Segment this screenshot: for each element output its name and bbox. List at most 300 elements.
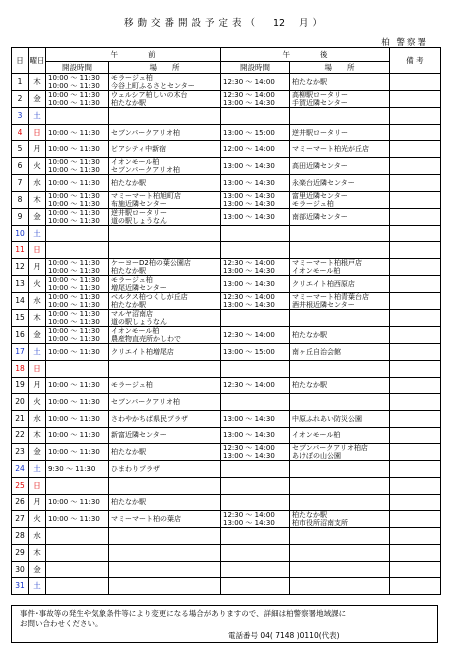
pm-time-cell-line: 12:00 ～ 14:00 (223, 145, 275, 154)
pm-place-cell-line: 柏たなか駅 (292, 381, 327, 390)
pm-place-cell (290, 528, 390, 545)
am-place-cell-line: ケーヨーD2柏の葉公園店 (111, 259, 191, 268)
am-time-cell (46, 427, 109, 444)
dow-cell: 水 (29, 528, 46, 545)
pm-place-cell (290, 225, 390, 242)
am-place-cell-line: ウェルシア柏しいの木台 (111, 91, 188, 99)
pm-time-cell (221, 444, 290, 461)
am-time-cell-line: 10:00 ～ 11:30 (48, 145, 100, 154)
pm-place-cell (290, 344, 390, 361)
am-time-cell-line: 10:00 ～ 11:30 (48, 301, 100, 310)
am-place-cell-line: モラージュ柏 (111, 74, 153, 82)
pm-place-cell (290, 578, 390, 595)
am-time-cell (46, 360, 109, 377)
am-place-cell-line: ひまわりプラザ (111, 465, 160, 474)
pm-time-cell (221, 528, 290, 545)
pm-header: 午 後 (221, 48, 390, 62)
am-time-cell (46, 124, 109, 141)
pm-time-cell (221, 327, 290, 344)
am-time-cell-line: 10:00 ～ 11:30 (48, 414, 100, 423)
am-place-cell (109, 360, 221, 377)
pm-place-cell-line: モラージュ柏 (292, 199, 334, 208)
am-place-cell-line: イオンモール柏 (111, 158, 160, 167)
pm-time-cell-line: 13:00 ～ 14:30 (223, 99, 275, 107)
pm-time-cell-line: 13:00 ～ 14:30 (223, 301, 275, 310)
am-place-cell (109, 444, 221, 461)
pm-place-cell-line: 南ヶ丘自治会館 (292, 347, 341, 356)
table-row (12, 259, 441, 276)
table-row (12, 494, 441, 511)
am-time-cell (46, 293, 109, 310)
pm-place-cell (290, 545, 390, 562)
table-row (12, 124, 441, 141)
pm-time-cell (221, 293, 290, 310)
am-time-cell-line: 10:00 ～ 11:30 (48, 166, 100, 175)
am-time-cell (46, 444, 109, 461)
dow-cell: 月 (29, 259, 46, 276)
dow-cell: 火 (29, 394, 46, 411)
am-time-cell-line: 10:00 ～ 11:30 (48, 191, 100, 200)
day-cell: 8 (12, 191, 29, 208)
am-time-cell (46, 477, 109, 494)
pm-place-cell-line: 酒井根近隣センター (292, 301, 355, 310)
dow-cell: 火 (29, 511, 46, 528)
am-place-cell (109, 175, 221, 192)
table-row (12, 477, 441, 494)
pm-place-cell (290, 427, 390, 444)
pm-place-cell-line: 柏たなか駅 (292, 78, 327, 86)
table-row (12, 444, 441, 461)
dow-cell: 土 (29, 108, 46, 125)
remarks-cell (390, 511, 441, 528)
dow-cell: 日 (29, 477, 46, 494)
pm-time-header: 開設時間 (221, 62, 290, 74)
pm-place-cell-line: マミーマート柏根戸店 (292, 259, 362, 268)
table-row (12, 394, 441, 411)
pm-place-cell (290, 108, 390, 125)
dow-cell: 土 (29, 578, 46, 595)
remarks-cell (390, 461, 441, 478)
title-month: 12 (272, 18, 286, 29)
pm-place-cell (290, 494, 390, 511)
table-row (12, 276, 441, 293)
remarks-cell (390, 175, 441, 192)
table-row (12, 528, 441, 545)
am-place-cell (109, 410, 221, 427)
am-time-cell-line: 10:00 ～ 11:30 (48, 431, 100, 440)
am-time-cell (46, 410, 109, 427)
day-cell: 21 (12, 410, 29, 427)
table-row (12, 74, 441, 91)
remarks-cell (390, 276, 441, 293)
am-time-cell-line: 9:30 ～ 11:30 (48, 465, 96, 474)
pm-time-cell (221, 91, 290, 108)
pm-place-cell (290, 377, 390, 394)
pm-place-cell (290, 310, 390, 327)
dow-cell: 金 (29, 444, 46, 461)
pm-time-cell-line: 12:30 ～ 14:00 (223, 511, 275, 520)
dow-cell: 水 (29, 410, 46, 427)
am-time-cell (46, 377, 109, 394)
table-row (12, 141, 441, 158)
dow-cell: 日 (29, 124, 46, 141)
am-place-cell (109, 528, 221, 545)
day-cell: 13 (12, 276, 29, 293)
pm-time-cell (221, 310, 290, 327)
am-place-cell-line: モラージュ柏 (111, 276, 153, 285)
remarks-cell (390, 74, 441, 91)
remarks-cell (390, 477, 441, 494)
am-time-cell-line: 10:00 ～ 11:30 (48, 82, 100, 90)
am-place-cell (109, 461, 221, 478)
pm-time-cell (221, 427, 290, 444)
pm-place-cell-line: クリエイト柏西原店 (292, 280, 355, 289)
dow-cell: 木 (29, 191, 46, 208)
remarks-cell (390, 427, 441, 444)
am-place-cell (109, 377, 221, 394)
pm-time-cell-line: 12:30 ～ 14:00 (223, 91, 275, 99)
am-place-cell-line: 増尾近隣センター (111, 284, 167, 293)
pm-time-cell (221, 158, 290, 175)
am-place-cell-line: 道の駅しょうなん (111, 318, 167, 327)
pm-place-cell (290, 561, 390, 578)
dow-cell: 木 (29, 310, 46, 327)
pm-place-cell (290, 74, 390, 91)
am-time-cell-line: 10:00 ～ 11:30 (48, 99, 100, 107)
pm-place-cell-line: 永楽台近隣センター (292, 178, 355, 187)
am-place-cell-line: セブンパークアリオ柏 (111, 128, 180, 137)
dow-header: 曜日 (29, 48, 46, 74)
day-cell: 17 (12, 344, 29, 361)
table-row (12, 578, 441, 595)
day-cell: 23 (12, 444, 29, 461)
am-place-cell (109, 191, 221, 208)
table-row (12, 158, 441, 175)
remarks-cell (390, 545, 441, 562)
pm-time-cell (221, 561, 290, 578)
am-place-cell-line: クリエイト柏増尾店 (111, 347, 174, 356)
dow-cell: 日 (29, 360, 46, 377)
day-cell: 20 (12, 394, 29, 411)
am-place-cell (109, 494, 221, 511)
day-cell: 30 (12, 561, 29, 578)
am-place-cell-line: 柏たなか駅 (111, 301, 146, 310)
remarks-cell (390, 293, 441, 310)
table-row (12, 410, 441, 427)
remarks-cell (390, 259, 441, 276)
pm-place-cell (290, 91, 390, 108)
pm-time-cell (221, 511, 290, 528)
pm-time-cell (221, 108, 290, 125)
remarks-cell (390, 124, 441, 141)
footer-phone: 電話番号 04( 7148 )0110(代表) (228, 631, 340, 640)
table-row (12, 427, 441, 444)
pm-time-cell-line: 12:30 ～ 14:00 (223, 444, 275, 453)
pm-time-cell (221, 410, 290, 427)
am-place-cell (109, 293, 221, 310)
pm-time-cell (221, 208, 290, 225)
am-place-cell-line: 布施近隣センター (111, 199, 167, 208)
am-time-cell (46, 175, 109, 192)
am-time-cell (46, 394, 109, 411)
pm-place-cell (290, 293, 390, 310)
dow-cell: 月 (29, 377, 46, 394)
pm-time-cell (221, 344, 290, 361)
remarks-cell (390, 208, 441, 225)
am-time-cell (46, 158, 109, 175)
table-row (12, 108, 441, 125)
day-cell: 12 (12, 259, 29, 276)
pm-place-cell-line: イオンモール柏 (292, 267, 341, 276)
day-cell: 24 (12, 461, 29, 478)
day-cell: 18 (12, 360, 29, 377)
table-row (12, 561, 441, 578)
day-cell: 9 (12, 208, 29, 225)
am-place-cell (109, 208, 221, 225)
station-name: 柏 警察署 (381, 38, 428, 48)
pm-place-cell-line: 逆井駅ロータリー (292, 128, 348, 137)
dow-cell: 土 (29, 344, 46, 361)
remarks-cell (390, 528, 441, 545)
am-time-cell-line: 10:00 ～ 11:30 (48, 327, 100, 336)
day-cell: 31 (12, 578, 29, 595)
am-place-cell (109, 477, 221, 494)
pm-place-cell-line: マミーマート柏光が丘店 (292, 145, 369, 154)
am-time-cell (46, 578, 109, 595)
am-time-cell (46, 327, 109, 344)
remarks-cell (390, 410, 441, 427)
am-time-cell (46, 545, 109, 562)
remarks-header: 備 考 (390, 48, 441, 74)
dow-cell: 金 (29, 91, 46, 108)
remarks-cell (390, 91, 441, 108)
dow-cell: 火 (29, 158, 46, 175)
pm-time-cell-line: 13:00 ～ 14:30 (223, 162, 275, 171)
pm-time-cell-line: 13:00 ～ 14:30 (223, 178, 275, 187)
am-place-cell (109, 91, 221, 108)
pm-place-cell (290, 208, 390, 225)
pm-place-cell-line: 柏市役所沼南支所 (292, 519, 348, 528)
am-time-cell-line: 10:00 ～ 11:30 (48, 381, 100, 390)
pm-place-cell (290, 477, 390, 494)
pm-time-cell-line: 13:00 ～ 14:30 (223, 452, 275, 461)
pm-time-cell-line: 12:30 ～ 14:00 (223, 293, 275, 302)
am-time-cell (46, 276, 109, 293)
day-cell: 3 (12, 108, 29, 125)
dow-cell: 金 (29, 327, 46, 344)
schedule-table (11, 47, 441, 595)
am-time-cell (46, 208, 109, 225)
remarks-cell (390, 360, 441, 377)
pm-time-cell-line: 13:00 ～ 14:30 (223, 431, 275, 440)
remarks-cell (390, 344, 441, 361)
table-row (12, 360, 441, 377)
am-time-cell-line: 10:00 ～ 11:30 (48, 318, 100, 327)
am-place-cell-line: 柏たなか駅 (111, 498, 146, 507)
am-time-cell-line: 10:00 ～ 11:30 (48, 276, 100, 285)
pm-time-cell (221, 477, 290, 494)
remarks-cell (390, 377, 441, 394)
pm-time-cell-line: 13:00 ～ 14:30 (223, 414, 275, 423)
table-row (12, 545, 441, 562)
am-place-cell (109, 124, 221, 141)
pm-place-cell (290, 259, 390, 276)
pm-time-cell (221, 394, 290, 411)
remarks-cell (390, 191, 441, 208)
footer-line-1: 事件･事故等の発生や気象条件等により変更になる場合がありますので、詳細は柏警察署地域課に (20, 609, 347, 618)
am-place-cell-line: マミーマート柏の葉店 (111, 515, 181, 524)
pm-time-cell (221, 377, 290, 394)
am-time-cell-line: 10:00 ～ 11:30 (48, 448, 100, 457)
am-time-cell (46, 344, 109, 361)
pm-time-cell (221, 191, 290, 208)
am-time-cell-line: 10:00 ～ 11:30 (48, 158, 100, 167)
pm-time-cell (221, 141, 290, 158)
am-time-cell (46, 225, 109, 242)
am-time-cell-line: 10:00 ～ 11:30 (48, 208, 100, 217)
pm-place-cell (290, 327, 390, 344)
am-place-cell-line: マルヤ沼南店 (111, 310, 153, 319)
pm-place-cell-line: イオンモール柏 (292, 431, 341, 440)
day-cell: 26 (12, 494, 29, 511)
pm-place-cell (290, 124, 390, 141)
pm-place-cell (290, 444, 390, 461)
remarks-cell (390, 310, 441, 327)
am-place-cell-line: 逆井駅ロータリー (111, 208, 167, 217)
pm-place-cell (290, 141, 390, 158)
pm-place-cell (290, 511, 390, 528)
pm-time-cell (221, 276, 290, 293)
pm-time-cell (221, 259, 290, 276)
day-cell: 14 (12, 293, 29, 310)
pm-time-cell-line: 13:00 ～ 15:00 (223, 347, 275, 356)
table-row (12, 344, 441, 361)
dow-cell: 月 (29, 494, 46, 511)
pm-time-cell (221, 242, 290, 259)
am-place-cell (109, 242, 221, 259)
pm-place-cell-line: 手賀近隣センター (292, 99, 348, 107)
pm-place-cell-line: 柏たなか駅 (292, 331, 327, 340)
am-place-cell-line: 今谷上町ふるさとセンター (111, 82, 195, 90)
pm-time-cell-line: 13:00 ～ 14:30 (223, 212, 275, 221)
pm-time-cell (221, 74, 290, 91)
am-place-cell-line: ベルクス柏つくしが丘店 (111, 293, 188, 302)
am-time-cell-line: 10:00 ～ 11:30 (48, 293, 100, 302)
dow-cell: 土 (29, 461, 46, 478)
am-time-cell (46, 108, 109, 125)
pm-place-cell-line: 高柳駅ロータリー (292, 91, 348, 99)
page-title (0, 15, 450, 29)
pm-time-cell (221, 225, 290, 242)
remarks-cell (390, 578, 441, 595)
am-time-cell-line: 10:00 ～ 11:30 (48, 398, 100, 407)
pm-time-cell-line: 13:00 ～ 14:30 (223, 267, 275, 276)
am-place-cell (109, 158, 221, 175)
am-place-cell (109, 545, 221, 562)
dow-cell: 土 (29, 225, 46, 242)
am-place-cell-line: マミーマート柏旭町店 (111, 191, 181, 200)
pm-place-cell (290, 394, 390, 411)
am-time-cell-line: 10:00 ～ 11:30 (48, 310, 100, 319)
dow-cell: 木 (29, 545, 46, 562)
am-time-cell (46, 528, 109, 545)
table-row (12, 208, 441, 225)
pm-time-cell-line: 12:30 ～ 14:00 (223, 78, 275, 86)
dow-cell: 水 (29, 293, 46, 310)
am-time-cell-line: 10:00 ～ 11:30 (48, 216, 100, 225)
remarks-cell (390, 444, 441, 461)
am-place-cell-line: 道の駅しょうなん (111, 216, 167, 225)
dow-cell: 木 (29, 427, 46, 444)
remarks-cell (390, 141, 441, 158)
am-place-cell (109, 511, 221, 528)
pm-place-cell (290, 242, 390, 259)
pm-place-cell (290, 175, 390, 192)
day-cell: 2 (12, 91, 29, 108)
am-time-header: 開設時間 (46, 62, 109, 74)
am-place-cell-line: イオンモール柏 (111, 327, 160, 336)
table-row (12, 511, 441, 528)
remarks-cell (390, 561, 441, 578)
am-time-cell (46, 494, 109, 511)
am-place-header: 場 所 (109, 62, 221, 74)
table-row (12, 310, 441, 327)
day-cell: 11 (12, 242, 29, 259)
pm-place-cell (290, 360, 390, 377)
am-time-cell-line: 10:00 ～ 11:30 (48, 347, 100, 356)
day-cell: 19 (12, 377, 29, 394)
pm-place-cell-line: 柏たなか駅 (292, 511, 327, 520)
am-place-cell-line: セブンパークアリオ柏 (111, 398, 180, 407)
am-time-cell (46, 310, 109, 327)
dow-cell: 水 (29, 175, 46, 192)
am-place-cell-line: 柏たなか駅 (111, 178, 146, 187)
table-row (12, 225, 441, 242)
title-text: 移動交番開設予定表（ (123, 18, 259, 29)
day-cell: 27 (12, 511, 29, 528)
am-place-cell-line: 柏たなか駅 (111, 267, 146, 276)
am-time-cell (46, 259, 109, 276)
footer-line-2: お問い合わせください。 (20, 619, 103, 628)
day-cell: 22 (12, 427, 29, 444)
remarks-cell (390, 327, 441, 344)
pm-place-cell (290, 191, 390, 208)
am-place-cell (109, 394, 221, 411)
pm-time-cell-line: 13:00 ～ 14:30 (223, 280, 275, 289)
table-row (12, 293, 441, 310)
table-row (12, 461, 441, 478)
pm-time-cell-line: 12:30 ～ 14:00 (223, 331, 275, 340)
table-row (12, 327, 441, 344)
am-place-cell (109, 259, 221, 276)
day-cell: 15 (12, 310, 29, 327)
remarks-cell (390, 242, 441, 259)
remarks-cell (390, 494, 441, 511)
am-place-cell-line: ビアシティ中新宿 (111, 145, 167, 154)
am-place-cell-line: 農産物直売所かしわで (111, 335, 181, 344)
pm-place-cell-line: 中原ふれあい防災公園 (292, 414, 362, 423)
am-time-cell (46, 91, 109, 108)
pm-place-cell-line: マミーマート柏青葉台店 (292, 293, 369, 302)
pm-time-cell (221, 545, 290, 562)
am-place-cell (109, 141, 221, 158)
am-place-cell (109, 225, 221, 242)
pm-time-cell (221, 175, 290, 192)
table-row (12, 175, 441, 192)
dow-cell: 金 (29, 561, 46, 578)
day-header: 日 (12, 48, 29, 74)
day-cell: 29 (12, 545, 29, 562)
